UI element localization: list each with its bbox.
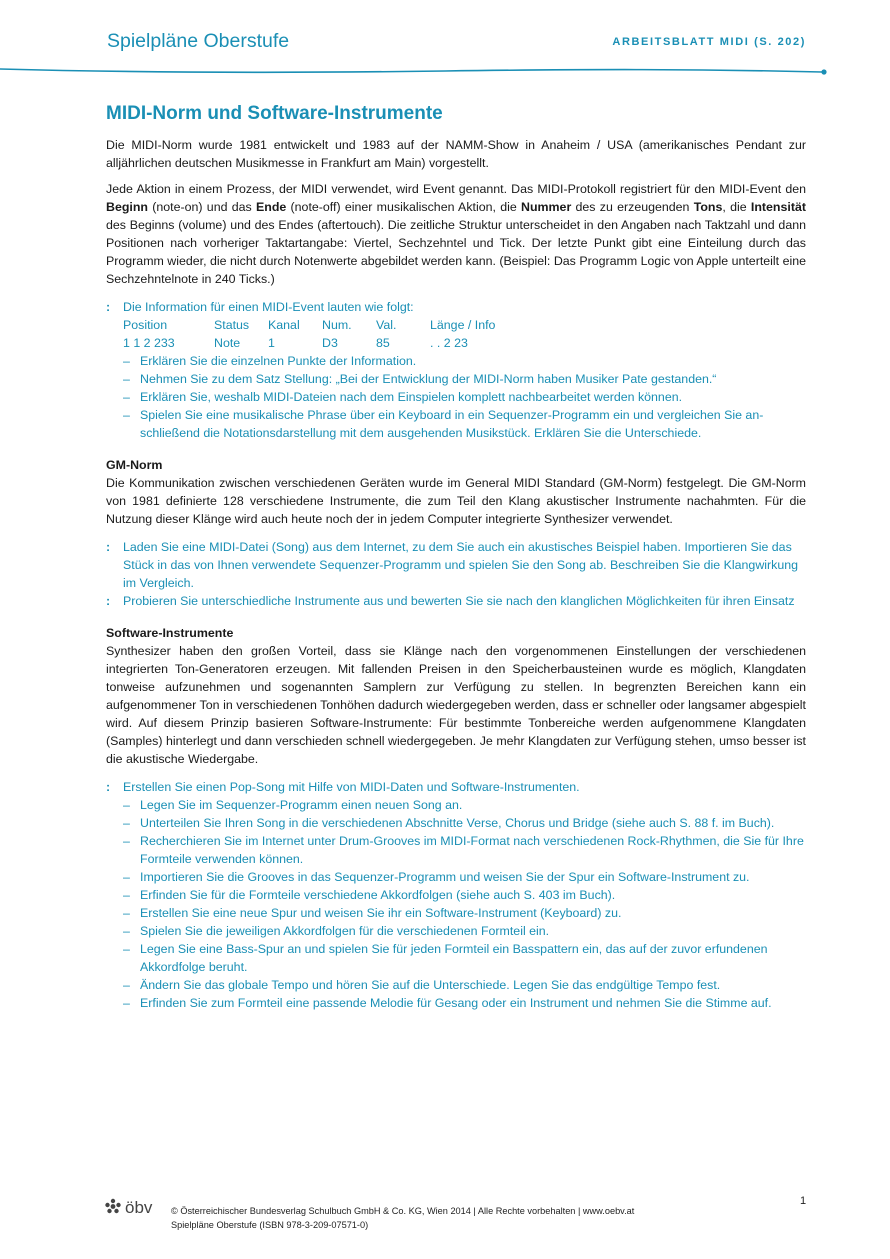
dash-icon: – — [123, 996, 130, 1010]
sub-task — [123, 388, 806, 406]
page-header — [0, 0, 890, 90]
header-kanal: Kanal — [268, 318, 300, 332]
term-nummer: Nummer — [521, 200, 572, 214]
sub-task — [123, 868, 806, 886]
task-text: Probieren Sie unterschiedliche Instrumente aus und bewerten Sie sie nach den klanglichen Möglichkeiten für ihren Einsatz — [123, 594, 795, 608]
header-position: Position — [123, 318, 168, 332]
sub-task — [123, 994, 806, 1012]
text-segment: (note-on) und das — [148, 200, 256, 214]
task-pop-song — [106, 778, 806, 1012]
value-num: D3 — [322, 336, 338, 350]
section-heading-gm-norm: GM-Norm — [106, 458, 163, 472]
dash-icon: – — [123, 816, 130, 830]
isbn-line: Spielpläne Oberstufe (ISBN 978-3-209-07571-0) — [171, 1220, 369, 1230]
header-wave-line — [0, 60, 890, 80]
dash-icon: – — [123, 834, 130, 848]
dash-icon: – — [123, 372, 130, 386]
sub-task-text: Erklären Sie, weshalb MIDI-Dateien nach dem Einspielen komplett nachbearbeitet werden können. — [140, 390, 683, 404]
text-segment: des Beginns (volume) und des Endes (aftertouch). Die zeitliche Struktur unterscheidet in den Angaben nach Taktzahl und dann Positionen nach vorheriger Taktartangabe: Viertel, Sechzehntel und Tick. Der letzte Punkt gibt eine Einteilung durch das Programm wieder, die nicht durch Notenwerte abgebildet werden kann. (Beispiel: Das Programm Logic von Apple unterteilt eine Sechzehntelnote in 240 Ticks.) — [106, 218, 806, 286]
sub-task-text: Recherchieren Sie im Internet unter Drum-Grooves im MIDI-Format nach verschiedenen Rock-Rhythmen, die Sie für Ihre Formteile verwenden können. — [140, 834, 804, 866]
logo-wordmark: öbv — [125, 1198, 153, 1217]
oebv-logo-icon — [104, 1196, 166, 1218]
section-heading-software-instrumente: Software-Instrumente — [106, 626, 234, 640]
dash-icon: – — [123, 906, 130, 920]
page-number: 1 — [800, 1195, 807, 1207]
sub-task — [123, 940, 806, 976]
dash-icon: – — [123, 870, 130, 884]
sub-task-text: Erfinden Sie für die Formteile verschiedene Akkordfolgen (siehe auch S. 403 im Buch). — [140, 888, 616, 902]
task-item — [106, 592, 806, 610]
dash-icon: – — [123, 942, 130, 956]
sub-task-text: Importieren Sie die Grooves in das Sequenzer-Programm und weisen Sie der Spur ein Software-Instrument zu. — [140, 870, 750, 884]
text-segment: Jede Aktion in einem Prozess, der MIDI verwendet, wird Event genannt. Das MIDI-Protokoll registriert für den MIDI-Event den — [106, 182, 806, 196]
task-midi-event — [106, 298, 806, 442]
sub-task — [123, 904, 806, 922]
task-colon-icon: : — [106, 594, 111, 608]
midi-event-values — [123, 334, 806, 352]
sub-task-text: Erstellen Sie eine neue Spur und weisen Sie ihr ein Software-Instrument (Keyboard) zu. — [140, 906, 622, 920]
value-kanal: 1 — [268, 336, 275, 350]
dash-icon: – — [123, 888, 130, 902]
task-colon-icon: : — [106, 540, 111, 554]
term-beginn: Beginn — [106, 200, 148, 214]
dash-icon: – — [123, 390, 130, 404]
sub-task-text: Erfinden Sie zum Formteil eine passende Melodie für Gesang oder ein Instrument und nehmen Sie die Stimme auf. — [140, 996, 772, 1010]
sub-task-text: Legen Sie im Sequenzer-Programm einen neuen Song an. — [140, 798, 463, 812]
value-status: Note — [214, 336, 241, 350]
book-title: Spielpläne Oberstufe — [107, 30, 290, 52]
worksheet-label: ARBEITSBLATT MIDI (S. 202) — [612, 36, 806, 48]
header-laenge-info: Länge / Info — [430, 318, 496, 332]
header-status: Status — [214, 318, 250, 332]
sub-task — [123, 370, 806, 388]
header-val: Val. — [376, 318, 397, 332]
task-text: Laden Sie eine MIDI-Datei (Song) aus dem Internet, zu dem Sie auch ein akustisches Beispiel haben. Importieren Sie das Stück in das von Ihnen verwendete Sequenzer-Programm und spielen Sie den Song ab. Beschreiben Sie die Klangwirkung im Vergleich. — [123, 540, 799, 590]
task-colon-icon: : — [106, 300, 111, 314]
midi-event-headers — [123, 316, 806, 334]
sub-task-text: Legen Sie eine Bass-Spur an und spielen Sie für jeden Formteil ein Basspattern ein, das auf der zuvor erfundenen Akkordfolge beruht. — [140, 942, 768, 974]
dash-icon: – — [123, 978, 130, 992]
value-position: 1 1 2 233 — [123, 336, 175, 350]
sub-task — [123, 886, 806, 904]
text-segment: , die — [722, 200, 751, 214]
text-segment: (note-off) einer musikalischen Aktion, die — [286, 200, 521, 214]
task-colon-icon: : — [106, 780, 111, 794]
sub-task-text: Nehmen Sie zu dem Satz Stellung: „Bei der Entwicklung der MIDI-Norm haben Musiker Pate gestanden.“ — [140, 372, 717, 386]
term-intensitaet: Intensität — [750, 200, 806, 214]
worksheet-content — [106, 102, 806, 1018]
sub-task-text: Spielen Sie die jeweiligen Akkordfolgen für die verschiedenen Formteil ein. — [140, 924, 550, 938]
sub-task — [123, 922, 806, 940]
copyright-line: © Österreichischer Bundesverlag Schulbuch GmbH & Co. KG, Wien 2014 | Alle Rechte vorbehalten | www.oebv.at — [171, 1206, 635, 1216]
page-title: MIDI-Norm und Software-Instrumente — [106, 103, 443, 124]
dash-icon: – — [123, 924, 130, 938]
sub-task — [123, 352, 806, 370]
midi-event-paragraph — [106, 180, 806, 288]
task-gm-norm — [106, 538, 806, 610]
sub-task — [123, 832, 806, 868]
sub-task-text: Erklären Sie die einzelnen Punkte der Information. — [140, 354, 417, 368]
task-lead: Erstellen Sie einen Pop-Song mit Hilfe von MIDI-Daten und Software-Instrumenten. — [123, 780, 580, 794]
sub-task-text: Spielen Sie eine musikalische Phrase über ein Keyboard in ein Sequenzer-Programm ein und vergleichen Sie an-schließend die Notationsdarstellung mit dem ausgehenden Musikstück. Erklären Sie die Unterschiede. — [140, 408, 764, 440]
sub-task — [123, 406, 806, 442]
footer-copyright — [171, 1204, 634, 1232]
dash-icon: – — [123, 408, 130, 422]
sub-task-text: Ändern Sie das globale Tempo und hören Sie auf die Unterschiede. Legen Sie das endgültige Tempo fest. — [140, 978, 721, 992]
dash-icon: – — [123, 354, 130, 368]
gm-norm-paragraph: Die Kommunikation zwischen verschiedenen Geräten wurde im General MIDI Standard (GM-Norm) festgelegt. Die GM-Norm von 1981 definierte 128 verschiedene Instrumente, die zum Teil den Klang akustischer Instrumente nachahmten. Für die Nutzung dieser Klänge wird auch heute noch der in jedem Computer integrierte Synthesizer verwendet. — [106, 476, 806, 526]
task-lead: Die Information für einen MIDI-Event lauten wie folgt: — [123, 300, 414, 314]
task-item — [106, 538, 806, 592]
text-segment: des zu erzeugenden — [571, 200, 694, 214]
dash-icon: – — [123, 798, 130, 812]
intro-paragraph: Die MIDI-Norm wurde 1981 entwickelt und 1983 auf der NAMM-Show in Anaheim / USA (amerikanisches Pendant zur alljährlichen deutschen Musikmesse in Frankfurt am Main) vorgestellt. — [106, 138, 806, 170]
software-instrumente-paragraph: Synthesizer haben den großen Vorteil, dass sie Klänge nach den vorgenommenen Einstellungen der verschiedenen integrierten Ton-Generatoren erzeugen. Mit fallenden Preisen in den Speicherbausteinen wurde es möglich, Klangdaten tonweise aufzunehmen und sogenannten Samplern zur Verfügung zu stellen. In begrenzten Bereichen kann ein aufgenommener Ton in verschiedenen Tonhöhen dadurch wiedergegeben werden, dass er schneller oder langsamer abgespielt wird. Auf diesem Prinzip basieren Software-Instrumente: Für bestimmte Tonbereiche werden aufgenommene Klangdaten (Samples) hinterlegt und dann verschieden schnell wiedergegeben. Je mehr Klangdaten zur Verfügung stehen, umso besser ist die akustische Wiedergabe. — [106, 644, 806, 766]
sub-task — [123, 796, 806, 814]
task-item — [106, 298, 806, 442]
term-tons: Tons — [693, 200, 723, 214]
task-item — [106, 778, 806, 1012]
value-laenge-info: . . 2 23 — [430, 336, 468, 350]
sub-task-text: Unterteilen Sie Ihren Song in die verschiedenen Abschnitte Verse, Chorus und Bridge (siehe auch S. 88 f. im Buch). — [140, 816, 775, 830]
term-ende: Ende — [255, 200, 287, 214]
header-num: Num. — [322, 318, 352, 332]
value-val: 85 — [376, 336, 390, 350]
sub-task — [123, 976, 806, 994]
sub-task — [123, 814, 806, 832]
publisher-logo — [104, 1196, 166, 1223]
